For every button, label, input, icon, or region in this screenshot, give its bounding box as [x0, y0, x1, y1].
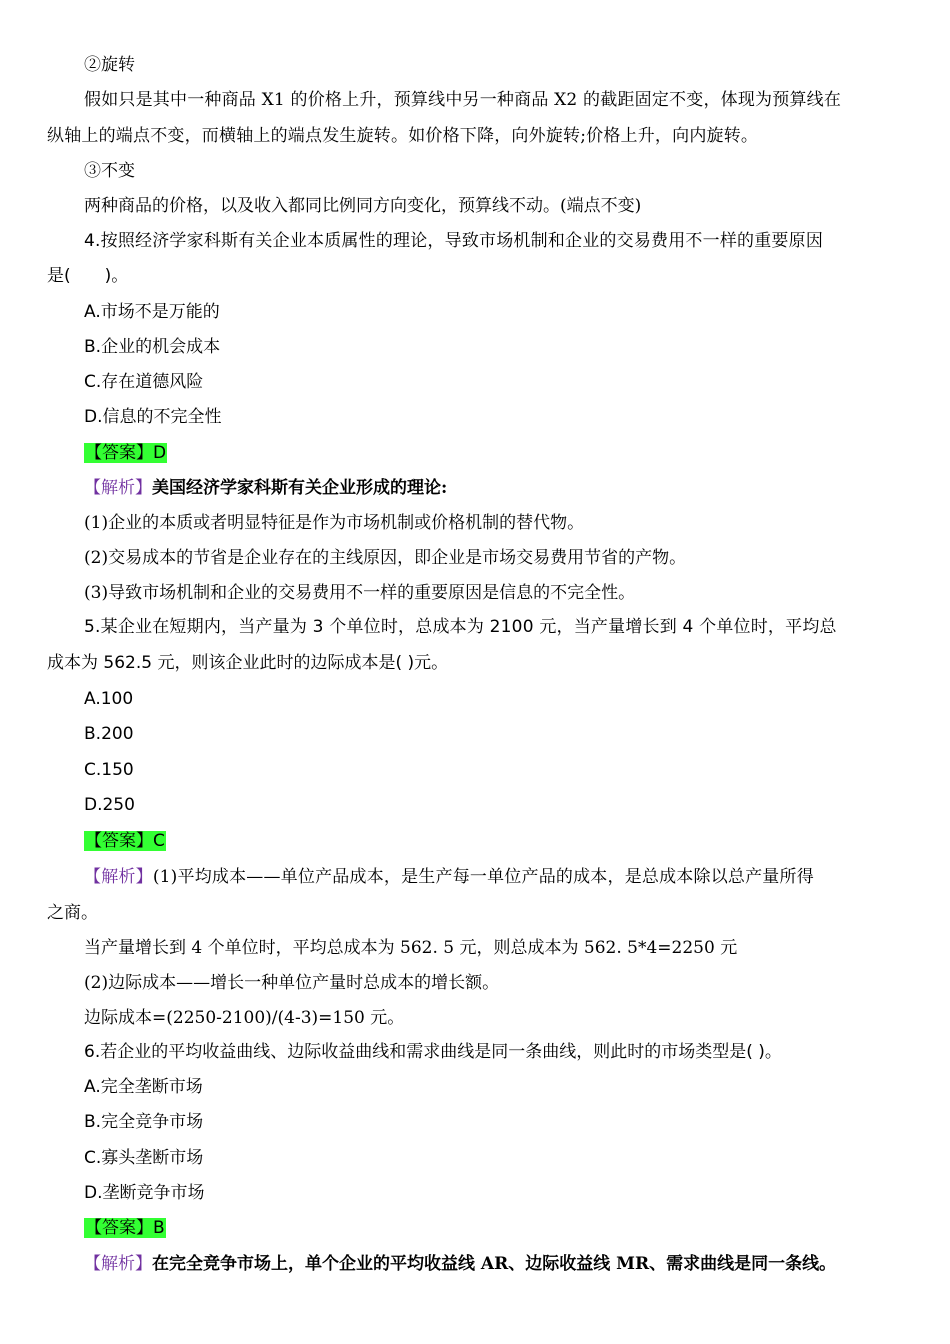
- section-fixed-heading: ③不变: [84, 161, 135, 181]
- q4-answer-highlight: [84, 443, 167, 463]
- q4-stem-line1: 4.按照经济学家科斯有关企业本质属性的理论，导致市场机制和企业的交易费用不一样的重要原因: [84, 231, 824, 251]
- q5-analysis-line4: (2)边际成本——增长一种单位产量时总成本的增长额。: [84, 973, 500, 993]
- q4-answer-value: D: [153, 443, 167, 463]
- q5-option-d: D.250: [84, 795, 135, 815]
- q5-analysis-line3: 当产量增长到 4 个单位时，平均总成本为 562. 5 元，则总成本为 562. 5*4=2250 元: [84, 938, 738, 958]
- fixed-paragraph: 两种商品的价格，以及收入都同比例同方向变化，预算线不动。(端点不变): [84, 196, 642, 216]
- q6-analysis-tag: 【解析】: [84, 1254, 152, 1274]
- q6-option-c: C.寡头垄断市场: [84, 1148, 204, 1168]
- q4-analysis-tag: 【解析】: [84, 478, 152, 498]
- q5-analysis-line2: 之商。: [47, 903, 98, 923]
- q4-analysis-point-1: (1)企业的本质或者明显特征是作为市场机制或价格机制的替代物。: [84, 513, 585, 533]
- q5-answer: [84, 829, 166, 853]
- q6-answer-value: B: [153, 1218, 165, 1238]
- q5-option-a: A.100: [84, 689, 134, 709]
- q5-answer-tag: 【答案】: [85, 831, 153, 851]
- section-rotate-heading: ②旋转: [84, 55, 135, 75]
- q4-answer-tag: 【答案】: [85, 443, 153, 463]
- q4-analysis-heading: [84, 476, 447, 500]
- q5-answer-highlight: [84, 831, 166, 851]
- q6-option-b: B.完全竞争市场: [84, 1112, 204, 1132]
- q4-option-a: A.市场不是万能的: [84, 302, 220, 322]
- q4-option-c: C.存在道德风险: [84, 372, 204, 392]
- q6-analysis-text: 在完全竞争市场上，单个企业的平均收益线 AR、边际收益线 MR、需求曲线是同一条线。: [152, 1254, 837, 1274]
- rotate-paragraph-line1: 假如只是其中一种商品 X1 的价格上升，预算线中另一种商品 X2 的截距固定不变，体现为预算线在: [84, 90, 842, 110]
- q5-option-b: B.200: [84, 724, 134, 744]
- q5-stem-line2: 成本为 562.5 元，则该企业此时的边际成本是( )元。: [47, 653, 449, 673]
- q5-option-c: C.150: [84, 760, 134, 780]
- q4-answer: [84, 441, 167, 465]
- q4-analysis-title: 美国经济学家科斯有关企业形成的理论:: [152, 478, 448, 498]
- q4-option-d: D.信息的不完全性: [84, 407, 222, 427]
- q5-answer-value: C: [153, 831, 165, 851]
- q6-option-d: D.垄断竞争市场: [84, 1183, 205, 1203]
- rotate-paragraph-line2: 纵轴上的端点不变，而横轴上的端点发生旋转。如价格下降，向外旋转;价格上升，向内旋转。: [47, 126, 759, 146]
- q5-analysis-text-1: (1)平均成本——单位产品成本，是生产每一单位产品的成本，是总成本除以总产量所得: [152, 867, 814, 887]
- q5-analysis-line5: 边际成本=(2250-2100)/(4-3)=150 元。: [84, 1008, 405, 1028]
- q6-analysis-line: [84, 1252, 836, 1276]
- q6-option-a: A.完全垄断市场: [84, 1077, 203, 1097]
- q6-answer-highlight: [84, 1218, 166, 1238]
- q5-analysis-line1: [84, 865, 814, 889]
- q5-analysis-tag: 【解析】: [84, 867, 153, 887]
- q6-answer: [84, 1216, 166, 1240]
- q4-option-b: B.企业的机会成本: [84, 337, 221, 357]
- q4-stem-line2: 是( )。: [47, 266, 129, 286]
- q6-answer-tag: 【答案】: [85, 1218, 153, 1238]
- q5-stem-line1: 5.某企业在短期内，当产量为 3 个单位时，总成本为 2100 元，当产量增长到 4 个单位时，平均总: [84, 617, 837, 637]
- q4-analysis-point-3: (3)导致市场机制和企业的交易费用不一样的重要原因是信息的不完全性。: [84, 583, 636, 603]
- q4-analysis-point-2: (2)交易成本的节省是企业存在的主线原因，即企业是市场交易费用节省的产物。: [84, 548, 687, 568]
- q6-stem: 6.若企业的平均收益曲线、边际收益曲线和需求曲线是同一条曲线，则此时的市场类型是( )。: [84, 1042, 782, 1062]
